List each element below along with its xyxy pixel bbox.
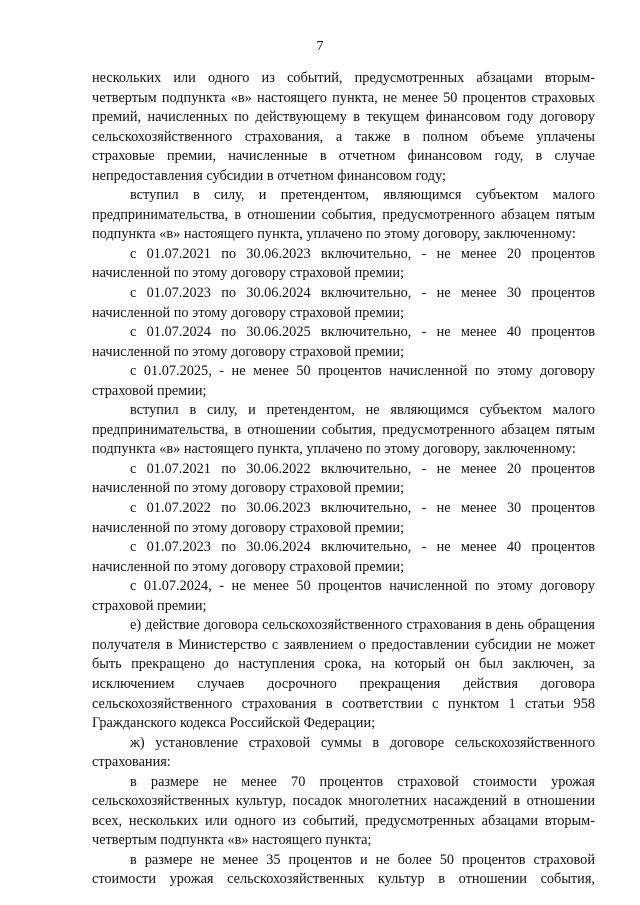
paragraph-sum-70-percent: в размере не менее 70 процентов страховой стоимости урожая сельскохозяйственных культур, посадок многолетних насаждений в отношении всех, нескольких или одного из событий, предусмотренных абзацами вторым-четвертым подпункта «в» настоящего пункта;	[92, 773, 595, 849]
paragraph-period-2021-2023: с 01.07.2021 по 30.06.2023 включительно, - не менее 20 процентов начисленной по этому договору страховой премии;	[92, 245, 595, 282]
document-body	[92, 69, 595, 890]
paragraph-item-zh: ж) установление страховой суммы в договоре сельскохозяйственного страхования:	[92, 734, 595, 771]
paragraph-item-e: е) действие договора сельскохозяйственного страхования в день обращения получателя в Министерство с заявлением о предоставлении субсидии не может быть прекращено до наступления срока, на который он был заключен, за исключением случаев досрочного прекращения действия договора сельскохозяйственного страхования в соответствии с пунктом 1 статьи 958 Гражданского кодекса Российской Федерации;	[92, 617, 595, 732]
paragraph-period-from-2025: с 01.07.2025, - не менее 50 процентов начисленной по этому договору страховой премии;	[92, 363, 595, 399]
paragraph-period-2024-2025: с 01.07.2024 по 30.06.2025 включительно, - не менее 40 процентов начисленной по этому договору страховой премии;	[92, 324, 595, 360]
paragraph-sum-35-50-percent: в размере не менее 35 процентов и не более 50 процентов страховой стоимости урожая сельскохозяйственных культур в отношении события,	[92, 851, 595, 888]
paragraph-period-2023-2024: с 01.07.2023 по 30.06.2024 включительно, - не менее 30 процентов начисленной по этому договору страховой премии;	[92, 285, 595, 321]
paragraph-non-small-business-clause: вступил в силу, и претендентом, не являющимся субъектом малого предпринимательства, в отношении события, предусмотренного абзацем пятым подпункта «в» настоящего пункта, уплачено по этому договору, заключенному:	[92, 402, 595, 458]
paragraph-small-business-clause: вступил в силу, и претендентом, являющимся субъектом малого предпринимательства, в отношении события, предусмотренного абзацем пятым подпункта «в» настоящего пункта, уплачено по этому договору, заключенному:	[92, 187, 595, 243]
paragraph-period-from-2024: с 01.07.2024, - не менее 50 процентов начисленной по этому договору страховой премии;	[92, 578, 595, 614]
paragraph-period-2022-2023: с 01.07.2022 по 30.06.2023 включительно, - не менее 30 процентов начисленной по этому договору страховой премии;	[92, 500, 595, 536]
paragraph-continuation: нескольких или одного из событий, предусмотренных абзацами вторым-четвертым подпункта «в» настоящего пункта, не менее 50 процентов страховых премий, начисленных по действующему в текущем финансовом году договору сельскохозяйственного страхования, а также в полном объеме уплачены страховые премии, начисленные в отчетном финансовом году, в случае непредоставления субсидии в отчетном финансовом году;	[92, 70, 595, 184]
page-number: 7	[316, 39, 324, 54]
paragraph-period-2021-2022: с 01.07.2021 по 30.06.2022 включительно, - не менее 20 процентов начисленной по этому договору страховой премии;	[92, 460, 595, 497]
paragraph-period-2023-2024-b: с 01.07.2023 по 30.06.2024 включительно, - не менее 40 процентов начисленной по этому договору страховой премии;	[92, 539, 595, 575]
